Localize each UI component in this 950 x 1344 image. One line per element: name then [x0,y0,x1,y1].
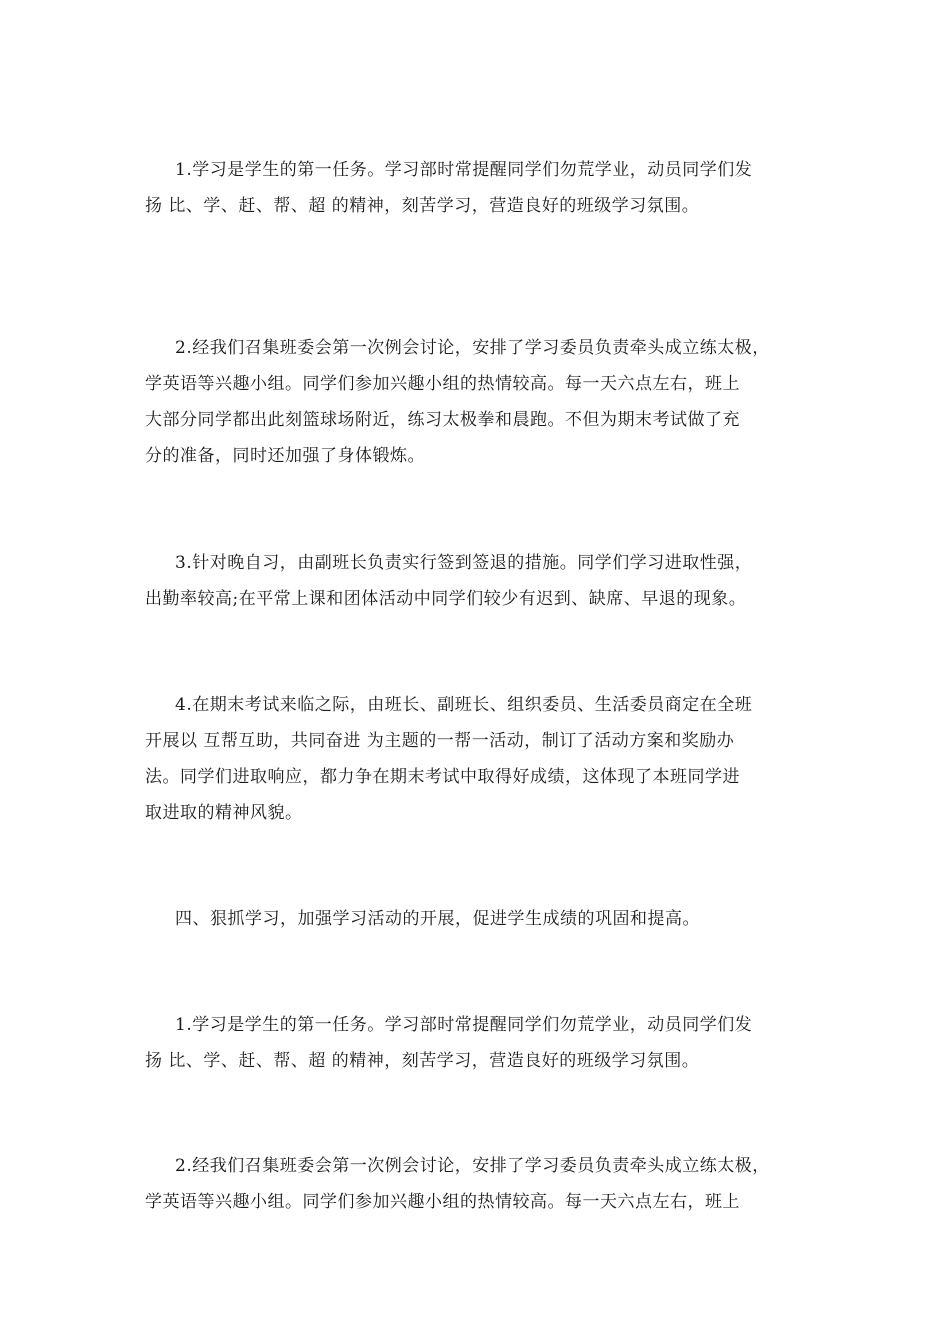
paragraph-line: 4.在期末考试来临之际，由班长、副班长、组织委员、生活委员商定在全班 [175,695,753,715]
paragraph-line: 取进取的精神风貌。 [145,803,303,823]
paragraph-line: 扬 比、学、赶、帮、超 的精神，刻苦学习，营造良好的班级学习氛围。 [145,1051,700,1071]
paragraph-line: 1.学习是学生的第一任务。学习部时常提醒同学们勿荒学业，动员同学们发 [175,1015,753,1035]
paragraph-line: 法。同学们进取响应，都力争在期末考试中取得好成绩，这体现了本班同学进 [145,767,740,787]
paragraph-6 [145,1148,825,1220]
paragraph-line: 2.经我们召集班委会第一次例会讨论，安排了学习委员负责牵头成立练太极， [175,338,770,358]
paragraph-line: 扬 比、学、赶、帮、超 的精神，刻苦学习，营造良好的班级学习氛围。 [145,196,700,216]
paragraph-5 [145,1007,825,1079]
paragraph-line: 分的准备，同时还加强了身体锻炼。 [145,446,425,466]
section-heading-text: 四、狠抓学习，加强学习活动的开展，促进学生成绩的巩固和提高。 [175,909,700,929]
paragraph-2 [145,330,825,474]
paragraph-line: 出勤率较高;在平常上课和团体活动中同学们较少有迟到、缺席、早退的现象。 [145,589,747,609]
paragraph-line: 2.经我们召集班委会第一次例会讨论，安排了学习委员负责牵头成立练太极， [175,1156,770,1176]
paragraph-line: 学英语等兴趣小组。同学们参加兴趣小组的热情较高。每一天六点左右，班上 [145,1192,740,1212]
section-heading [145,901,825,937]
paragraph-line: 开展以 互帮互助，共同奋进 为主题的一帮一活动，制订了活动方案和奖励办 [145,731,735,751]
paragraph-3 [145,545,825,617]
paragraph-line: 学英语等兴趣小组。同学们参加兴趣小组的热情较高。每一天六点左右，班上 [145,374,740,394]
paragraph-line: 3.针对晚自习，由副班长负责实行签到签退的措施。同学们学习进取性强， [175,553,753,573]
paragraph-1 [145,152,825,224]
paragraph-line: 大部分同学都出此刻篮球场附近，练习太极拳和晨跑。不但为期末考试做了充 [145,410,740,430]
paragraph-4 [145,687,825,831]
paragraph-line: 1.学习是学生的第一任务。学习部时常提醒同学们勿荒学业，动员同学们发 [175,160,753,180]
